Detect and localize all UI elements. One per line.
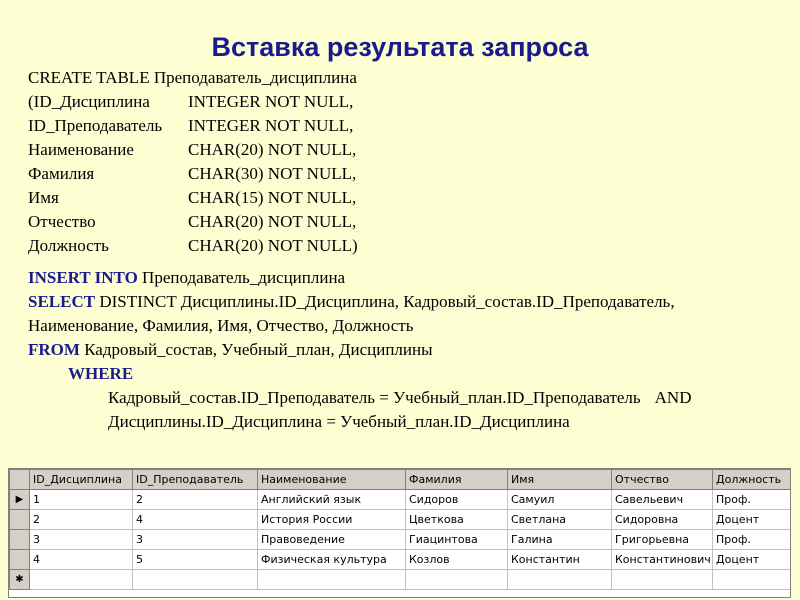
table-cell[interactable] <box>508 570 612 590</box>
row-selector[interactable] <box>10 550 30 570</box>
table-cell[interactable]: Доцент <box>713 510 791 530</box>
current-row-indicator-icon[interactable]: ▶ <box>10 490 30 510</box>
where-condition-2: Дисциплины.ID_Дисциплина = Учебный_план.ID_Дисциплина <box>108 412 570 431</box>
table-cell[interactable]: Константин <box>508 550 612 570</box>
row-selector[interactable] <box>10 530 30 550</box>
table-cell[interactable]: Светлана <box>508 510 612 530</box>
from-tables: Кадровый_состав, Учебный_план, Дисциплины <box>79 340 433 359</box>
where-line <box>68 362 133 386</box>
table-cell[interactable] <box>133 570 258 590</box>
field-type: INTEGER NOT NULL, <box>188 92 354 111</box>
result-datasheet[interactable] <box>8 468 791 598</box>
field-name: Наименование <box>28 140 134 159</box>
field-name: ID_Преподаватель <box>28 116 163 135</box>
field-name: Фамилия <box>28 164 95 183</box>
table-row[interactable] <box>10 530 791 550</box>
table-row[interactable] <box>10 490 791 510</box>
table-cell[interactable]: 5 <box>133 550 258 570</box>
column-header[interactable]: ID_Дисциплина <box>30 470 133 490</box>
table-cell[interactable]: 3 <box>30 530 133 550</box>
field-name: (ID_Дисциплина <box>28 92 150 111</box>
table-cell[interactable]: Константинович <box>612 550 713 570</box>
and-keyword: AND <box>654 388 692 407</box>
header-row <box>10 470 791 490</box>
column-header[interactable]: ID_Преподаватель <box>133 470 258 490</box>
table-cell[interactable]: Проф. <box>713 530 791 550</box>
table-cell[interactable]: Галина <box>508 530 612 550</box>
table-cell[interactable]: 2 <box>30 510 133 530</box>
select-continuation: Наименование, Фамилия, Имя, Отчество, Должность <box>28 316 414 335</box>
table-cell[interactable]: Английский язык <box>258 490 406 510</box>
column-header[interactable]: Имя <box>508 470 612 490</box>
table-cell[interactable]: Цветкова <box>406 510 508 530</box>
new-record-row[interactable] <box>10 570 791 590</box>
insert-line <box>28 266 345 290</box>
table-cell[interactable]: Григорьевна <box>612 530 713 550</box>
table-cell[interactable]: Доцент <box>713 550 791 570</box>
new-record-icon[interactable]: ✱ <box>10 570 30 590</box>
table-cell[interactable]: Правоведение <box>258 530 406 550</box>
field-name: Должность <box>28 236 109 255</box>
field-type: CHAR(30) NOT NULL, <box>188 164 357 183</box>
column-header[interactable]: Отчество <box>612 470 713 490</box>
table-cell[interactable] <box>612 570 713 590</box>
table-cell[interactable]: Сидоров <box>406 490 508 510</box>
table-cell[interactable]: Гиацинтова <box>406 530 508 550</box>
row-selector-header <box>10 470 30 490</box>
field-name: Имя <box>28 188 59 207</box>
result-table <box>9 469 791 590</box>
table-cell[interactable]: 3 <box>133 530 258 550</box>
field-type: CHAR(20) NOT NULL) <box>188 236 358 255</box>
where-condition-text: Кадровый_состав.ID_Преподаватель = Учебный_план.ID_Преподаватель <box>108 388 641 407</box>
field-type: CHAR(20) NOT NULL, <box>188 140 357 159</box>
column-header[interactable]: Фамилия <box>406 470 508 490</box>
table-cell[interactable]: История России <box>258 510 406 530</box>
table-cell[interactable]: Сидоровна <box>612 510 713 530</box>
select-columns: DISTINCT Дисциплины.ID_Дисциплина, Кадровый_состав.ID_Преподаватель, <box>95 292 675 311</box>
table-cell[interactable] <box>258 570 406 590</box>
where-keyword: WHERE <box>68 364 134 383</box>
field-type: CHAR(20) NOT NULL, <box>188 212 357 231</box>
column-header[interactable]: Наименование <box>258 470 406 490</box>
table-cell[interactable]: Самуил <box>508 490 612 510</box>
table-cell[interactable]: Савельевич <box>612 490 713 510</box>
table-cell[interactable]: 1 <box>30 490 133 510</box>
table-cell[interactable] <box>30 570 133 590</box>
column-header[interactable]: Должность <box>713 470 791 490</box>
table-cell[interactable]: Козлов <box>406 550 508 570</box>
insert-keyword: INSERT INTO <box>28 268 138 287</box>
table-cell[interactable]: Проф. <box>713 490 791 510</box>
table-row[interactable] <box>10 550 791 570</box>
field-name: Отчество <box>28 212 96 231</box>
create-table-header: CREATE TABLE Преподаватель_дисциплина <box>28 68 357 87</box>
slide-title: Вставка результата запроса <box>211 32 589 62</box>
select-keyword: SELECT <box>28 292 96 311</box>
insert-target: Преподаватель_дисциплина <box>137 268 346 287</box>
table-row[interactable] <box>10 510 791 530</box>
row-selector[interactable] <box>10 510 30 530</box>
table-cell[interactable]: Физическая культура <box>258 550 406 570</box>
table-cell[interactable] <box>406 570 508 590</box>
select-line <box>28 290 675 314</box>
from-line <box>28 338 433 362</box>
table-cell[interactable]: 2 <box>133 490 258 510</box>
where-condition-1 <box>108 386 692 410</box>
table-cell[interactable]: 4 <box>30 550 133 570</box>
field-type: INTEGER NOT NULL, <box>188 116 354 135</box>
from-keyword: FROM <box>28 340 80 359</box>
table-cell[interactable] <box>713 570 791 590</box>
table-cell[interactable]: 4 <box>133 510 258 530</box>
field-type: CHAR(15) NOT NULL, <box>188 188 357 207</box>
